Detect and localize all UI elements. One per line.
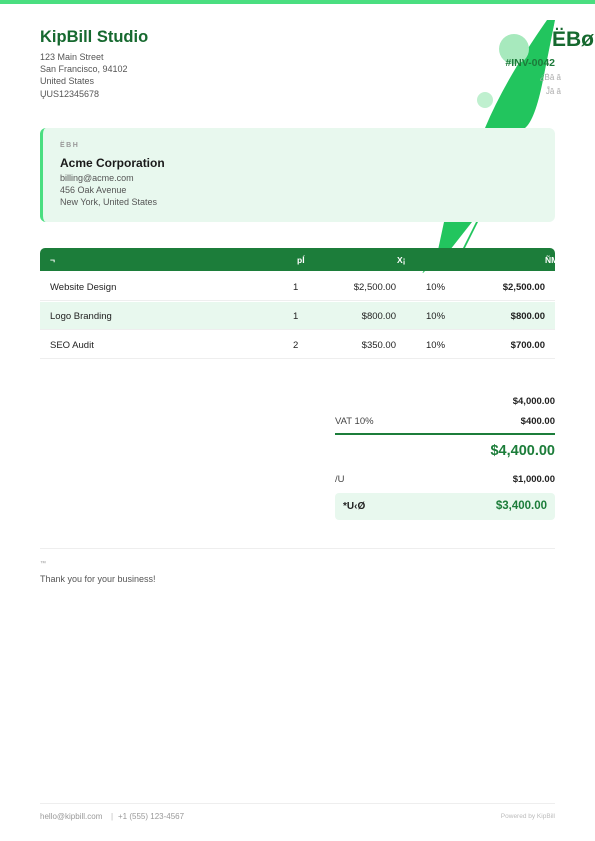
row-description: Logo Branding — [50, 311, 112, 322]
paid-label: /U — [335, 474, 345, 485]
vat-value: $400.00 — [520, 416, 555, 427]
amount-due-label: *U‹Ø — [343, 501, 366, 512]
amount-due-box — [335, 493, 555, 520]
company-tax-id: U̧US12345678 — [40, 89, 100, 99]
bill-to-label: ËBH — [60, 142, 80, 149]
grand-total-value: $4,400.00 — [490, 443, 555, 459]
row-description: Website Design — [50, 282, 117, 293]
footer-powered-by: Powered by KipBill — [500, 813, 555, 820]
notes-divider — [40, 548, 555, 549]
header-total: ÑM — [545, 255, 559, 265]
top-accent-bar — [0, 0, 595, 4]
row-amount: $2,500.00 — [502, 282, 545, 293]
header-price: X¡ — [397, 255, 406, 265]
company-name: KipBill Studio — [40, 28, 149, 46]
row-quantity: 1 — [293, 311, 299, 322]
totals-divider — [335, 433, 555, 435]
row-amount: $800.00 — [510, 311, 545, 322]
client-name: Acme Corporation — [60, 156, 165, 170]
row-quantity: 1 — [293, 282, 299, 293]
client-email: billing@acme.com — [60, 173, 134, 183]
vat-label: VAT 10% — [335, 416, 374, 427]
invoice-number: #INV-0042 — [505, 57, 555, 69]
table-row — [40, 302, 555, 330]
company-street: 123 Main Street — [40, 52, 104, 62]
client-city: New York, United States — [60, 197, 158, 207]
table-row — [40, 273, 555, 301]
footer-phone: +1 (555) 123-4567 — [118, 812, 185, 821]
footer-separator: | — [111, 812, 114, 821]
subtotal-value: $4,000.00 — [512, 396, 555, 407]
client-street: 456 Oak Avenue — [60, 185, 127, 195]
row-price: $800.00 — [361, 311, 396, 322]
company-country: United States — [40, 76, 95, 86]
footer-email: hello@kipbill.com — [40, 812, 103, 821]
row-tax: 10% — [426, 282, 446, 293]
row-tax: 10% — [426, 311, 446, 322]
footer-divider — [40, 803, 555, 804]
amount-due-value: $3,400.00 — [495, 500, 547, 512]
row-price: $2,500.00 — [353, 282, 396, 293]
table-row — [40, 331, 555, 359]
invoice-due-date: Ĵ̆â â — [545, 87, 561, 96]
invoice-title: ËBø — [552, 28, 594, 51]
row-quantity: 2 — [293, 340, 299, 351]
bill-to-card — [40, 128, 555, 222]
paid-value: $1,000.00 — [512, 474, 555, 485]
company-city: San Francisco, 94102 — [40, 64, 128, 74]
invoice-date: ¿̈Ḃâ â — [539, 73, 561, 82]
row-tax: 10% — [426, 340, 446, 351]
row-description: SEO Audit — [50, 340, 94, 351]
items-table-header — [40, 248, 559, 271]
decorative-circle-small — [477, 92, 493, 108]
header-description: ¬ — [50, 255, 55, 265]
row-price: $350.00 — [361, 340, 396, 351]
row-amount: $700.00 — [510, 340, 545, 351]
notes-label: ™ — [40, 561, 46, 567]
notes-text: Thank you for your business! — [40, 574, 156, 584]
header-quantity: pÍ — [297, 255, 305, 265]
